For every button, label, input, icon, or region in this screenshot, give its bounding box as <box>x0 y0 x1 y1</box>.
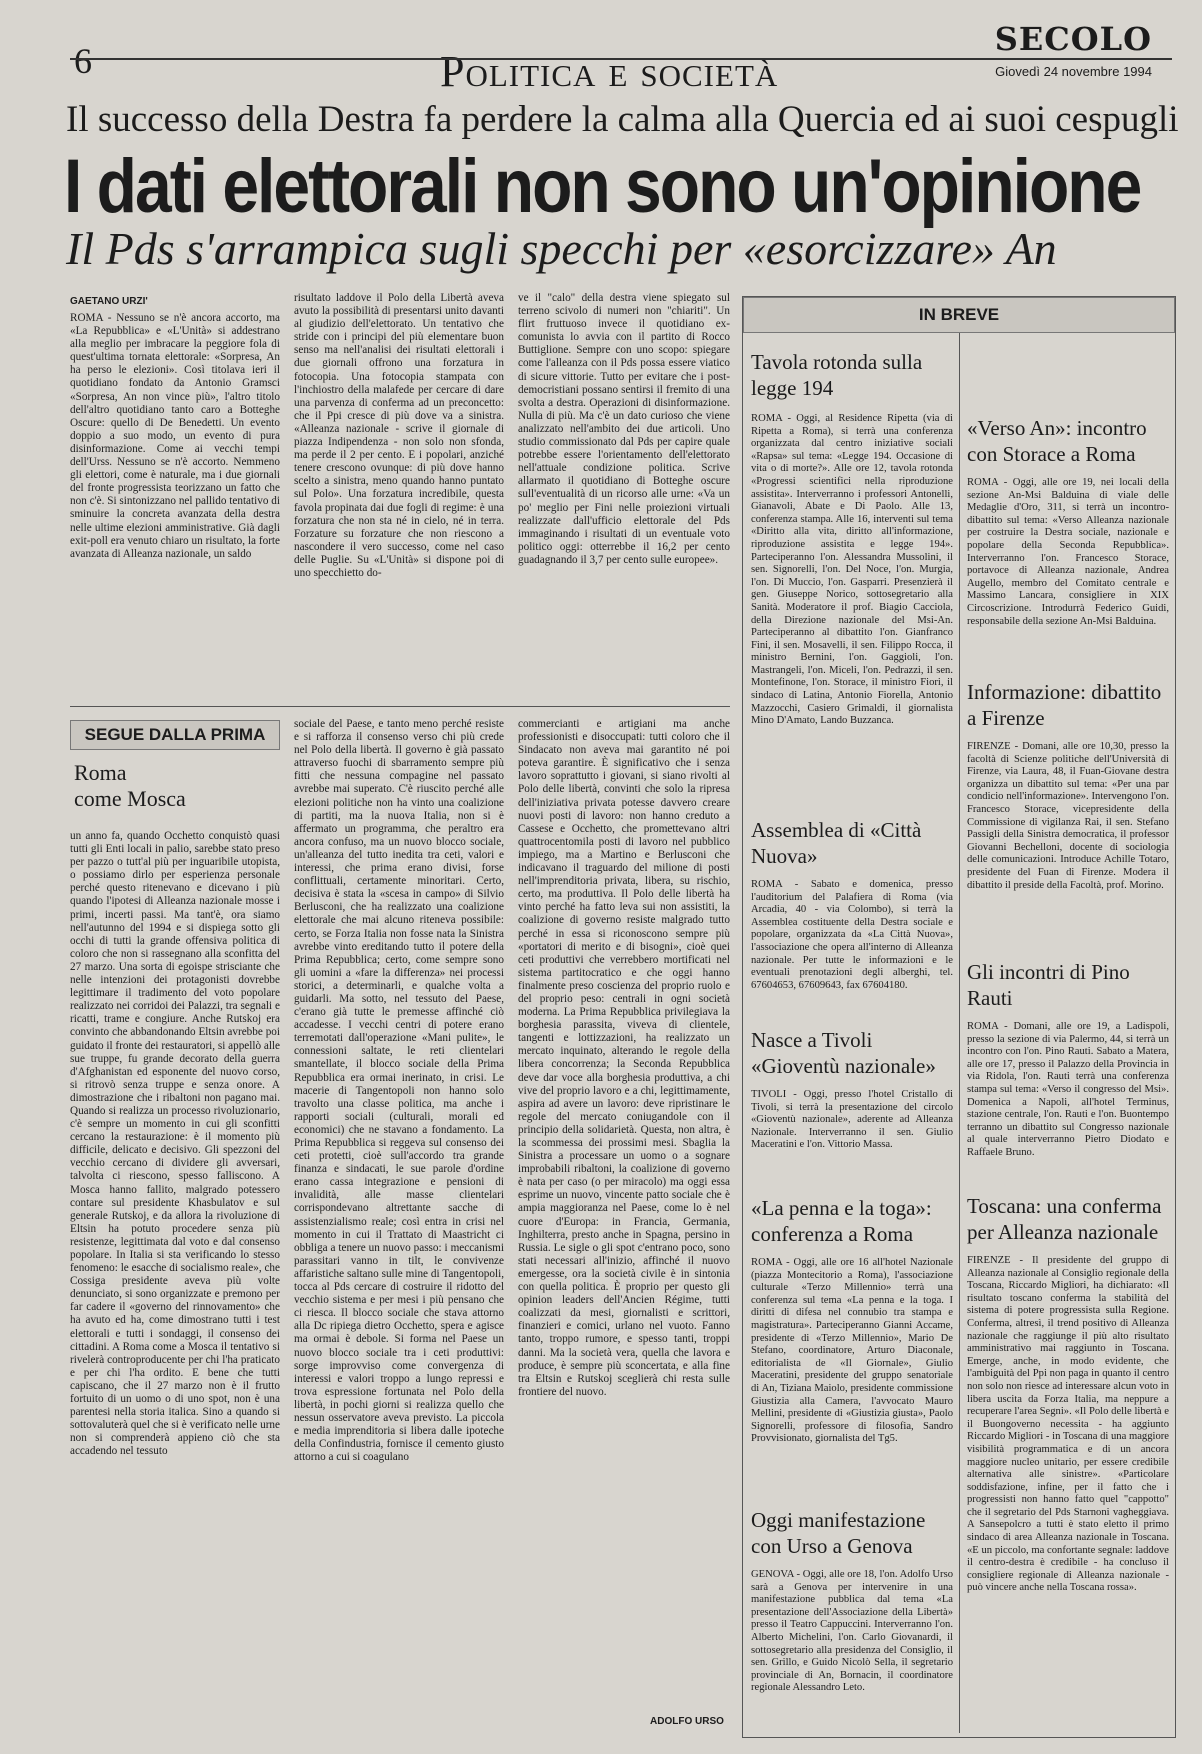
segue-label: SEGUE DALLA PRIMA <box>70 720 280 750</box>
article-column-2: risultato laddove il Polo della Libertà aveva avuto la possibilità di presentarsi unito davanti al giudizio dell'elettorato. Un tentativo che stride con i principi del più elementare buon senso ma nell'analisi dei risultati elettorali i due giornali offrono una forzatura in fotocopia. Una fotocopia stampata con l'inchiostro della malafede per cercare di dare una parvenza di conferma ad un preconcetto: che il Ppi cresce di più dove va a sinistra. «Alleanza nazionale - scrive il giornale di piazza Indipendenza - non solo non sfonda, ma perde il 2 per cento. E i popolari, anziché tenere crescono ovunque: di più dove hanno scelto a sinistra, meno quando hanno puntato sul Polo». Una forzatura incredibile, questa favola propinata dai due fogli di regime: è una forzatura che non sta né in cielo, né in terra. Forzature su forzature che non riescono a nascondere il vero successo, come nel caso delle Puglie. Su «L'Unità» si dispone poi di uno specchietto do- <box>294 292 504 579</box>
issue-date: Giovedì 24 novembre 1994 <box>995 64 1152 79</box>
sidebar-item-title: Assemblea di «Città Nuova» <box>751 818 922 868</box>
article-column-3: ve il "calo" della destra viene spiegato sul terreno scivolo di numeri non "chiariti". Un flirt fruttuoso invece il quotidiano ex-comunista lo avvia con il partito di Rocco Buttiglione. Sempre con uno scopo: spiegare come l'alleanza con il Pds possa essere viatico di sicure vittorie. Tutto per evitare che i post-democristiani possano sentirsi il fremito di una svolta a destra. Operazioni di disinformazione. Nulla di più. Ma c'è un dato curioso che viene analizzato nell'ambito dei due articoli. Uno studio commissionato dal Pds per capire quale potrebbe essere l'orientamento dell'elettorato nell'attuale condizione politica. Scrive allarmato il quotidiano di Botteghe oscure sull'eventualità di un ricorso alle urne: «Va un po' meglio per Fini nelle proiezioni virtuali realizzate dall'ufficio elettorale del Pds immaginando i risultati di un eventuale voto politico oggi: otterrebbe il 16,2 per cento guadagnando il 3,7 per cento sulle europee». <box>518 292 730 566</box>
sidebar-item-title: Gli incontri di Pino Rauti <box>967 960 1130 1010</box>
segue-title-line-1: Roma <box>74 760 127 785</box>
article-kicker: Il successo della Destra fa perdere la calma alla Quercia ed ai suoi cespugli <box>66 99 1179 140</box>
segue-title <box>74 760 186 812</box>
section-title: Politica e società <box>440 47 779 96</box>
sidebar-item-title: «Verso An»: incontro con Storace a Roma <box>967 416 1147 466</box>
sidebar-item-title: «La penna e la toga»: conferenza a Roma <box>751 1196 932 1246</box>
in-breve-label: IN BREVE <box>743 297 1175 333</box>
sidebar-column-rule <box>959 333 960 1733</box>
article-byline: GAETANO URZI' <box>70 296 148 307</box>
sidebar-item-title: Tavola rotonda sulla legge 194 <box>751 350 923 400</box>
sidebar-item-text: ROMA - Oggi, alle ore 16 all'hotel Nazionale (piazza Montecitorio a Roma), l'associazione culturale «Terzo Millennio» terrà una conferenza sul tema «La penna e la toga. I diritti di difesa nel connubio tra stampa e magistratura». Parteciperanno Gianni Accame, presidente di «Terzo Millennio», Mario De Stefano, coordinatore, Arturo Diaconale, editorialista de «Il Giornale», Giulio Maceratini, presidente del gruppo senatoriale di An, Tiziana Maiolo, presidente commissione Giustizia alla Camera, l'avvocato Mauro Mellini, presidente di «Giustizia giusta», Paolo Signorelli, professore di filosofia, Sandro Provvisionato, giornalista del Tg5. <box>751 1257 953 1445</box>
sidebar-item-text: FIRENZE - Domani, alle ore 10,30, presso la facoltà di Scienze politiche dell'Università di Firenze, via Laura, 48, il Fuan-Giovane destra organizza un dibattito sul tema: «Per una par condicio nell'informazione». Intervengono l'on. Francesco Storace, vicepresidente della Commissione di vigilanza Rai, il sen. Stefano Passigli della Sinistra democratica, il professor Giovanni Bechelloni, docente di sociologia delle comunicazioni. Introduce Achille Totaro, presidente del Fuan di Firenze. Modera il dibattito il preside della Facoltà, prof. Morino. <box>967 741 1169 891</box>
section-divider <box>70 706 730 707</box>
sidebar-item-text: ROMA - Sabato e domenica, presso l'auditorium del Palafiera di Roma (via Arcadia, 40 - via Colombo), si terrà la Assemblea costituente della Destra sociale e popolare, organizzata da «La Città Nuova», l'associazione che opera all'interno di Alleanza nazionale. Per tutte le informazioni e le eventuali prenotazioni degli alberghi, tel. 67604653, 67609643, fax 67604180. <box>751 879 953 991</box>
article-subhead: Il Pds s'arrampica sugli specchi per «esorcizzare» An <box>66 223 1057 274</box>
sidebar-item-text: FIRENZE - Il presidente del gruppo di Alleanza nazionale al Consiglio regionale della Toscana, Riccardo Migliori, ha dichiarato: «Il risultato toscano conferma la stabilità del sistema di potere progressista sulla Regione. Conferma, altresì, il trend positivo di Alleanza nazionale che raggiunge il più alto risultato amministrativo mai raggiunto in Toscana. Emerge, anche, in modo evidente, che l'ambiguità del Ppi non paga in quanto il centro non solo non riesce ad interessare alcun voto in libera uscita da Forza Italia, ma neppure a recuperare l'area Segni». «Il Polo delle libertà e il Buongoverno necessita - ha aggiunto Riccardo Migliori - in Toscana di una maggiore visibilità programmatica e di un ancora maggiore nucleo unitario, per essere credibile alternativa alle sinistre». «Particolare soddisfazione, infine, per il fatto che i progressisti non hanno fatto quel "cappotto" che il segretario del Pds Starnoni vagheggiava. A Sansepolcro a tutti è stato eletto il primo sindaco di area Alleanza nazionale in Toscana. «E un piccolo, ma confortante segnale: laddove il centro-destra è credibile - ha concluso il consigliere regionale di Alleanza nazionale - può vincere anche nella Toscana rossa». <box>967 1255 1169 1594</box>
sidebar-item-text: ROMA - Oggi, alle ore 19, nei locali della sezione An-Msi Balduina di viale delle Medaglie d'Oro, 311, si terrà un incontro-dibattito sul tema: «Verso Alleanza nazionale per costruire la Destra sociale, nazionale e popolare della Seconda Repubblica». Interverranno l'on. Francesco Storace, portavoce di Alleanza nazionale, Andrea Augello, membro del Comitato centrale e Massimo Lancara, consigliere in XIX Circoscrizione. Introdurrà Federico Guidi, responsabile della sezione An-Msi Balduina. <box>967 477 1169 627</box>
sidebar-item-text: TIVOLI - Oggi, presso l'hotel Cristallo di Tivoli, si terrà la presentazione del circolo «Gioventù nazionale», aderente ad Alleanza Nazionale. Interverranno il sen. Giulio Maceratini e l'on. Vittorio Massa. <box>751 1089 953 1151</box>
sidebar-item-title: Nasce a Tivoli «Gioventù nazionale» <box>751 1028 936 1078</box>
segue-title-line-2: come Mosca <box>74 786 186 811</box>
header-rule <box>70 58 1172 60</box>
page-number: 6 <box>74 41 92 81</box>
sidebar-item-title: Toscana: una conferma per Alleanza nazionale <box>967 1194 1162 1244</box>
sidebar-item-text: ROMA - Domani, alle ore 19, a Ladispoli, presso la sezione di via Palermo, 44, si terrà un incontro con l'on. Pino Rauti. Sabato a Matera, alle ore 17, presso il Palazzo della Provincia in via Ridola, l'on. Rauti terrà una conferenza stampa sul tema: «Verso il congresso del Msi». Domenica a Napoli, all'hotel Terminus, stazione centrale, l'on. Rauti e l'on. Buontempo terranno un dibattito sul Congresso nazionale al quale interverranno Pietro Diodato e Raffaele Bruno. <box>967 1021 1169 1158</box>
segue-column-3: commercianti e artigiani ma anche professionisti e disoccupati: tutti coloro che il Sindacato non aveva mai garantito né poi potevа garantire. È significativo che i senza lavoro soprattutto i giovani, si siano rivolti al Polo delle libertà, convinti che solo la ripresa dell'iniziativa privata potesse davvero creare nuovi posti di lavoro: non hanno creduto a Cassese e Occhetto, che promettevano altri quattrocentomila posti di lavoro nel pubblico impiego, ma a Martino e Berlusconi che indicavano il traguardo del milione di posti nell'imprenditoria privata, libera, su rischio, certo, ma produttiva. Il Polo delle libertà ha vinto perché ha fatto leva sui non assistiti, la coalizione di governo resiste malgrado tutto perché in essa si riconoscono sempre più «portatori di merito e di bisogni», cioè quei ceti produttivi che verrebbero mortificati nel sistema partitocratico e che oggi hanno finalmente preso coscienza del proprio ruolo e del proprio peso: centrali in ogni società moderna. La Prima Repubblica privilegiava la borghesia parassita, viveva di clientele, tangenti e lottizzazioni, ha realizzato un mercato inquinato, alterando le regole della libera concorrenza; la Seconda Repubblica deve dar voce alla borghesia produttiva, a chi vive del proprio lavoro e a chi, legittimamente, aspira ad avere un lavoro: deve ripristinare le regole del mercato coniugandole con il principio della solidarietà. Questa, non altra, è la scommessa dei prossimi mesi. Sbaglia la Sinistra a processare un uomo o a sognare improbabili ribaltoni, la coalizione di governo è nata per caso (o per miracolo) ma oggi essa esprime un nuovo, vincente patto sociale che è ampia maggioranza nel Paese, come lo è nel cuore d'Europa: in Francia, Germania, Inghilterra, presto anche in Spagna, persino in Russia. Le sigle o gli spot c'entrano poco, sono stati necessari all'inizio, affinché il nuovo emergesse, ora la società civile è in sintonia con quella politica. È proprio per questo gli opinion leaders dell'Ancien Régime, tutti coalizzati da mesi, giornalisti e scrittori, finanzieri e comici, urlano nel vuoto. Fanno tanto, troppo rumore, e spesso tanti, troppi danni. Ma la società vera, quella che lavora e produce, è sempre più sconcertata, e alla fine tra Eltsin e Rutskoj sceglierà chi resta sulle frontiere del nuovo. <box>518 718 730 1398</box>
newspaper-logo: SECOLO <box>994 20 1152 58</box>
sidebar-item-text: ROMA - Oggi, al Residence Ripetta (via di Ripetta a Roma), si terrà una conferenza organizzata dal centro iniziative sociali «Rapsa» sul tema: «Legge 194. Occasione di vita o di morte?». Alle ore 12, tavola rotonda «Progressi scientifici nella riproduzione assistita». Interverranno i professori Antonelli, Gianavoli, Abate e Di Paolo. Alle 13, conferenza stampa. Alle 16, interventi sul tema «Diritto alla vita, diritto all'informazione, riproduzione assistita e legge 194». Parteciperanno l'on. Alessandra Mussolini, il sen. Signorelli, l'on. Del Noce, l'on. Murgia, l'on. Di Muccio, l'on. Gasparri. Presenzierà il gen. Giuseppe Norico, sottosegretario alla Sanità. Moderatore il prof. Biagio Cacciola, della Direzione nazionale del Msi-An. Parteciperanno al dibattito l'on. Gianfranco Fini, il sen. Mosavelli, il sen. Filippo Rocca, il ministro Bernini, l'on. Gaggioli, l'on. Mastrangeli, l'on. Miceli, l'on. Pedrazzi, il sen. Montefinone, l'on. Storace, il ministro Fiori, il sindaco di Latina, Antonio Fiorella, Antonio Mazzocchi, Casiero Grimaldi, il giornalista Mino D'Amato, Lando Buzzanca. <box>751 413 953 727</box>
sidebar-item-title: Informazione: dibattito a Firenze <box>967 680 1162 730</box>
in-breve-sidebar <box>742 296 1176 1738</box>
sidebar-item-text: GENOVA - Oggi, alle ore 18, l'on. Adolfo Urso sarà a Genova per intervenire in una manifestazione pubblica dal tema «La presentazione dell'Associazione della Libertà» presso il Teatro Cappuccini. Interverranno l'on. Alberto Michelini, l'on. Carlo Giovanardi, il sottosegretario alla presidenza del Consiglio, il sen. Grillo, e Guido Nicolò Sella, il segretario provinciale di An, Bornacin, il coordinatore regionale Alessandro Leto. <box>751 1569 953 1694</box>
segue-column-2: sociale del Paese, e tanto meno perché resiste e si rafforza il consenso verso chi più crede nel Polo della libertà. Il governo è già passato attraverso fuochi di sbarramento sempre più fitti che nessuna compagine nel passato avrebbe mai superato. C'è riuscito perché alle elezioni politiche non ha vinto una coalizione di partiti, ma la nuova Italia, non si è affermato un programma, che peraltro era ancora confuso, ma un nuovo blocco sociale, un'alleanza del tutto inedita tra ceti, valori e interessi, che prima erano divisi, forse conflittuali, certamente minoritari. Certo, decisiva è stata la «scesa in campo» di Silvio Berlusconi, che ha realizzato una coalizione elettorale che mai alcuno riteneva possibile: certo, se Forza Italia non fosse nata la Sinistra avrebbe vinto ereditando tutto il potere della Prima Repubblica; certo, come sempre sono gli uomini a «fare la differenza» nei processi storici, a determinarli, e qualche volta a guidarli. Ma sotto, nel tessuto del Paese, c'erano già tutte le premesse affinché ciò accadesse. I vecchi centri di potere erano terremotati dall'operazione «Mani pulite», le connessioni saltate, le reti clientelari smantellate, il blocco sociale della Prima Repubblica era ormai inerinato, in crisi. Le macerie di Tangentopoli non hanno solo travolto una classe politica, ma anche i rapporti sociali (culturali, morali ed economici) che ne stavano a fondamento. La Prima Repubblica si reggeva sul consenso dei ceti protetti, cioè sull'accordo tra grande finanza e sindacati, le sue parole d'ordine erano cassa integrazione e pensioni di invalidità, alle masse clientelari corrispondevano altrettante sacche di assistenzialismo reale; così entra in crisi nel momento in cui il Trattato di Maastricht ci obbliga a tenere un nuovo passo: i meccanismi parassitari vanno in tilt, le convivenze affaristiche saltano sulle mine di Tangentopoli, tocca al Pds cercare di costruire il ridotto del vecchio sistema e per mesi i più pensano che ci riesca. Il blocco sociale che stava attorno alla Dc ripiega dietro Occhetto, spera e agisce ma ormai è debole. Si forma nel Paese un nuovo blocco sociale tra i ceti produttivi: sorge improvviso come convergenza di interessi e valori troppo a lungo repressi e trova espressione fortunata nel Polo della libertà, in pochi giorni si realizza quello che nessun osservatore aveva previsto. La piccola e media imprenditoria si libera dalle ipoteche della Confindustria, fornisce il cemento giusto attorno a cui si coagulano <box>294 718 504 1464</box>
segue-column-1: un anno fa, quando Occhetto conquistò quasi tutti gli Enti locali in palio, sarebbe stato preso per pazzo o tutt'al più per inguaribile utopista, o possiamo dirlo per esperienza personale perché questo ritenevano e dicevano i più quando l'ipotesi di Alleanza nazionale mosse i primi, incerti passi. Ma tant'è, ora siamo nell'autunno del 1994 e si dispiega sotto gli occhi di tutti la grande offensiva politica di coloro che non si rassegnano alla sconfitta del 27 marzo. Una sorta di egoispe strisciante che nelle intenzioni dei protagonisti dovrebbe legittimare il tradimento del voto popolare realizzato nei corridoi dei Palazzi, tra segnali e ricatti, trame e congiure. Anche Rutskoj era convinto che abbandonando Eltsin avrebbe poi guidato il fronte dei restauratori, si appellò alle sue truppe, fu grande decorato della guerra d'Afghanistan ed esponente del nuovo corso, si ritrovò senza truppe e senza onore. A dimostrazione che i ribaltoni non pagano mai. Quando si realizza un processo rivoluzionario, c'è sempre un momento in cui gli sconfitti cercano la restaurazione: è il momento più difficile, delicato e decisivo. Gli spezzoni del vecchio cercano di dividere gli avversari, talvolta ci riescono, spesso falliscono. A Mosca hanno fallito, malgrado potessero contare sul presidente Khasbulatov e sul generale Rutskoj, e da allora la rivoluzione di Eltsin ha potuto procedere senza più resistenze, legittimata dal voto e dal consenso popolare. In Italia si sta verificando lo stesso fenomeno: le esacche di socialismo reale», che Cossiga presidente aveva più volte denunciato, si sono organizzate e premono per far cadere il «governo del rinnovamento» che ha avuto ed ha, come dimostrano tutti i test elettorali e tutti i sondaggi, il consenso dei cittadini. A Roma come a Mosca il tentativo si rivelerà controproducente per chi l'ha praticato e per chi l'ha ordito. E bene che tutti capiscano, che il 27 marzo non è il frutto fortuito di un uomo o di uno spot, non è una parentesi nella storia italica. Sino a quando si sottovaluterà quel che si è verificato nelle urne non si comprenderà appieno ciò che sta accadendo nel tessuto <box>70 830 280 1458</box>
segue-signature: ADOLFO URSO <box>650 1716 724 1727</box>
sidebar-item-title: Oggi manifestazione con Urso a Genova <box>751 1508 926 1558</box>
article-column-1: ROMA - Nessuno se n'è ancora accorto, ma «La Repubblica» e «L'Unità» si addestrano alla meglio per imbracare la peggiore fola di quest'ultima tornata elettorale: «Sorpresa, An ha perso le elezioni». Così titolava ieri il quotidiano fondato da Antonio Gramsci «Sorpresa, An non vince più», l'altro titolo dell'altro quotidiano tanto caro a Botteghe Oscure: quello di De Benedetti. Un evento doppio a suo modo, un evento di pura disinformazione. Come ai vecchi tempi dell'Urss. Nessuno se n'è accorto. Nemmeno gli elettori, come è naturale, ma i due giornali del fronte progressista teorizzano un fatto che non c'è. Si sintonizzano nel pallido tentativo di sminuire la concreta avanzata della destra nelle ultime elezioni amministrative. Già dagli exit-poll era venuto chiaro un risultato, la forte avanzata di Alleanza nazionale, un saldo <box>70 312 280 560</box>
article-headline: I dati elettorali non sono un'opinione <box>64 143 1141 229</box>
